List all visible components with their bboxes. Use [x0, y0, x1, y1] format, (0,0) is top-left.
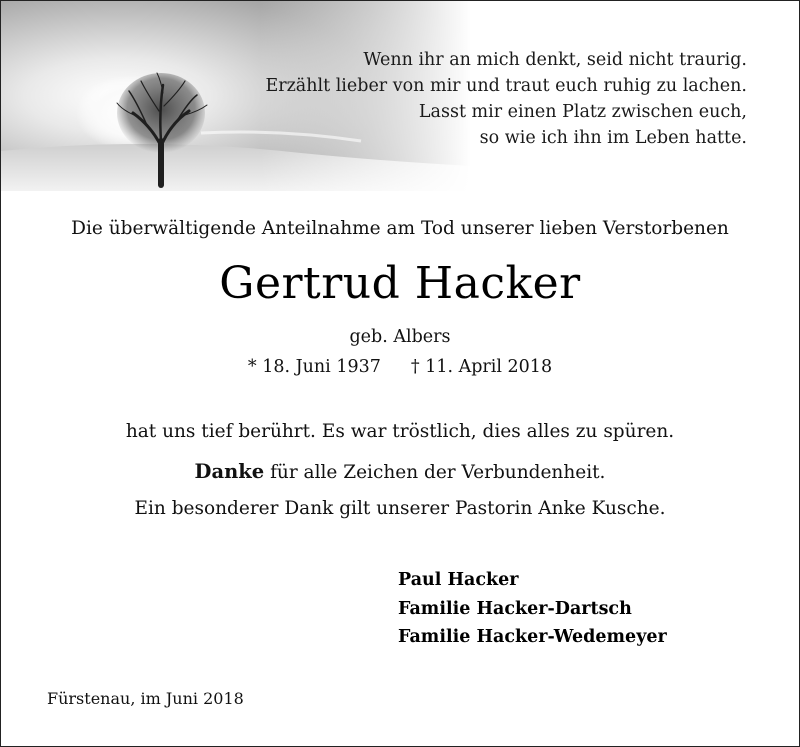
maiden-name: geb. Albers	[349, 327, 451, 347]
poem-line: Lasst mir einen Platz zwischen euch,	[418, 102, 747, 122]
body-line-1: hat uns tief berührt. Es war tröstlich, dies alles zu spüren.	[125, 421, 675, 442]
intro-text: Die überwältigende Anteilnahme am Tod unserer lieben Verstorbenen	[71, 218, 729, 239]
deceased-name: Gertrud Hacker	[219, 258, 581, 309]
life-dates	[0, 357, 800, 377]
body-line-3: Ein besonderer Dank gilt unserer Pastorin Anke Kusche.	[134, 498, 666, 519]
signer: Familie Hacker-Wedemeyer	[398, 627, 667, 647]
death-date: † 11. April 2018	[410, 357, 553, 377]
signer: Familie Hacker-Dartsch	[398, 598, 632, 619]
poem-line: Wenn ihr an mich denkt, seid nicht traurig.	[363, 50, 747, 70]
poem-line: Erzählt lieber von mir und traut euch ruhig zu lachen.	[265, 76, 747, 96]
birth-date: * 18. Juni 1937	[247, 357, 381, 377]
header-image-area	[1, 1, 799, 191]
poem	[265, 47, 747, 151]
thanks-rest: für alle Zeichen der Verbundenheit.	[264, 462, 606, 483]
place-date: Fürstenau, im Juni 2018	[47, 689, 244, 708]
body-line-2	[0, 460, 800, 483]
thanks-word: Danke	[194, 460, 265, 483]
poem-line: so wie ich ihn im Leben hatte.	[479, 128, 747, 148]
signers	[398, 566, 667, 652]
signer: Paul Hacker	[398, 570, 519, 590]
